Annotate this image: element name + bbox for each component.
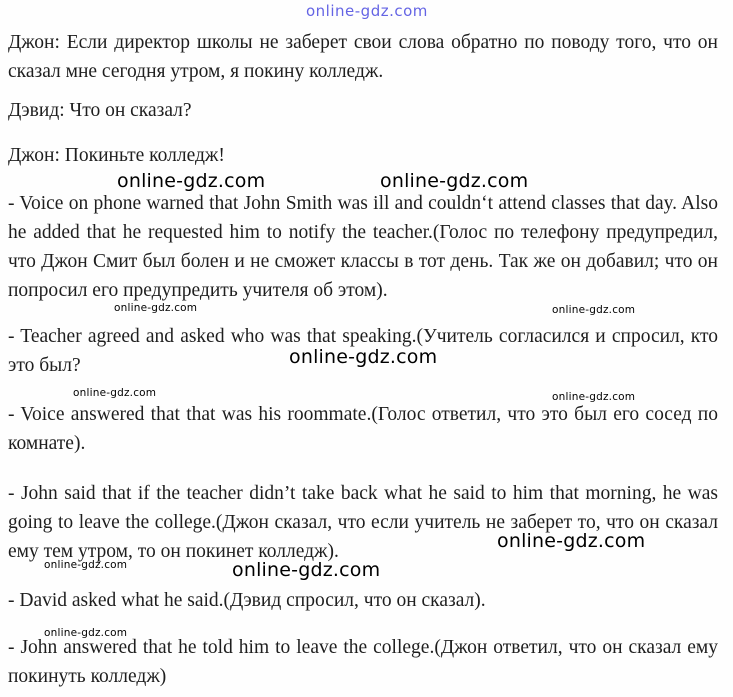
header-watermark: online-gdz.com — [306, 2, 428, 20]
watermark-text: online-gdz.com — [497, 530, 646, 552]
paragraph-teacher-agreed: - Teacher agreed and asked who was that speaking.(Учитель согласился и спросил, кто это был? — [8, 326, 718, 376]
watermark-text: online-gdz.com — [44, 627, 128, 639]
watermark-text: online-gdz.com — [73, 387, 157, 399]
watermark-text: online-gdz.com — [289, 346, 438, 368]
paragraph-john-answered: - John answered that he told him to leave the college.(Джон ответил, что он сказал ему покинуть колледж) — [8, 637, 718, 687]
watermark-text: online-gdz.com — [117, 170, 266, 192]
paragraph-john-said: - John said that if the teacher didn’t take back what he said to him that morning, he was going to leave the college.(Джон сказал, что если учитель не заберет то, что он сказал ему тем утром, то он покинет колледж). — [8, 483, 718, 562]
watermark-text: online-gdz.com — [380, 170, 529, 192]
paragraph-voice-answered: - Voice answered that that was his roommate.(Голос ответил, что это был его сосед по комнате). — [8, 404, 718, 454]
watermark-text: online-gdz.com — [552, 391, 636, 403]
paragraph-john-line-2: Джон: Покиньте колледж! — [8, 145, 225, 166]
watermark-text: online-gdz.com — [552, 304, 636, 316]
watermark-text: online-gdz.com — [232, 559, 381, 581]
paragraph-david-question: Дэвид: Что он сказал? — [8, 100, 192, 121]
watermark-text: online-gdz.com — [44, 559, 128, 571]
paragraph-voice-warned: - Voice on phone warned that John Smith was ill and couldn‘t attend classes that day. Also he added that he requested him to notify the teacher.(Голос по телефону предупредил, что Джон Смит был болен и не сможет классы в тот день. Так же он добавил; что он попросил его предупредить учителя об этом). — [8, 193, 718, 301]
watermark-text: online-gdz.com — [114, 302, 198, 314]
paragraph-david-asked: - David asked what he said.(Дэвид спросил, что он сказал). — [8, 590, 486, 611]
paragraph-john-line-1: Джон: Если директор школы не заберет свои слова обратно по поводу того, что он сказал мне сегодня утром, я покину колледж. — [8, 32, 718, 82]
